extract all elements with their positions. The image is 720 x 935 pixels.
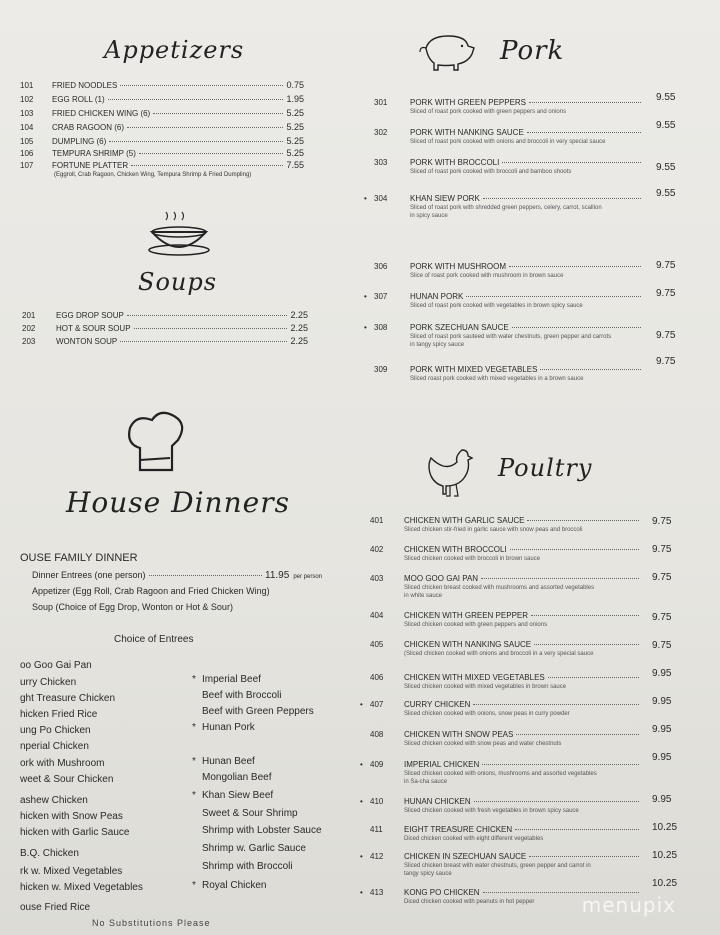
item-number: 407 (370, 700, 384, 709)
appetizer-row (20, 80, 304, 90)
appetizers-title: Appetizers (104, 36, 245, 64)
item-number: 404 (370, 611, 384, 620)
poultry-row (370, 611, 642, 620)
item-price: 5.25 (286, 108, 304, 118)
family-dinner-title: OUSE FAMILY DINNER (20, 552, 138, 564)
pork-row (374, 128, 644, 137)
entree-right-item: Shrimp w. Garlic Sauce (202, 843, 306, 854)
dot-leader (531, 615, 639, 616)
item-description: Sliced of roast pork cooked with broccoli and bamboo shoots (410, 169, 572, 175)
item-number: 412 (370, 852, 384, 861)
entree-right-item: Hunan Beef (202, 756, 255, 767)
item-description: (Sliced chicken cooked with onions and broccoli in a very special sauce (404, 651, 594, 657)
item-name: KHAN SIEW PORK (410, 194, 480, 203)
item-description: Sliced chicken breast cooked with mushrooms and assorted vegetables (404, 585, 595, 591)
item-price: 9.75 (652, 516, 672, 527)
entree-left-item: ght Treasure Chicken (20, 693, 116, 704)
item-description-line2: in Sa-cha sauce (404, 779, 448, 785)
poultry-row (370, 574, 642, 583)
poultry-row (370, 730, 642, 739)
item-price: 9.95 (652, 794, 672, 805)
spicy-marker: • (364, 292, 367, 301)
item-description-line2: in white sauce (404, 593, 443, 599)
item-price: 10.25 (652, 822, 678, 833)
item-number: 413 (370, 888, 384, 897)
appetizer-row (20, 94, 304, 104)
entree-right-item: Shrimp with Broccoli (202, 861, 293, 872)
dot-leader (529, 856, 639, 857)
item-price: 1.95 (286, 94, 304, 104)
item-price: 5.25 (286, 136, 304, 146)
soup-row (22, 310, 308, 320)
item-description: Sliced chicken cooked with snow peas and water chestnuts (404, 741, 562, 747)
entree-left-item: rk w. Mixed Vegetables (20, 866, 123, 877)
dot-leader (502, 162, 641, 163)
dot-leader (483, 198, 641, 199)
item-description: Sliced of roast pork cooked with green peppers and onions (410, 109, 567, 115)
item-number: 409 (370, 760, 384, 769)
item-name: PORK SZECHUAN SAUCE (410, 323, 509, 332)
soup-row (22, 336, 308, 346)
poultry-row (370, 797, 642, 806)
item-description: Sliced of roast pork sauteed with water chestnuts, green pepper and carrots (410, 334, 612, 340)
item-price: 9.75 (656, 356, 676, 367)
dot-leader (548, 677, 639, 678)
item-price: 9.75 (656, 330, 676, 341)
item-description: Slice of roast pork cooked with mushroom in brown sauce (410, 273, 564, 279)
item-number: 306 (374, 262, 388, 271)
dot-leader (134, 328, 288, 329)
item-price: 9.95 (652, 752, 672, 763)
dot-leader (474, 801, 639, 802)
dot-leader (473, 704, 639, 705)
appetizer-row (20, 160, 304, 170)
item-description-line2: tangy spicy sauce (404, 871, 452, 877)
item-name: CURRY CHICKEN (404, 700, 471, 709)
dot-leader (509, 266, 641, 267)
entree-left-item: B.Q. Chicken (20, 848, 79, 859)
soups-title: Soups (138, 268, 218, 296)
item-name: PORK WITH NANKING SAUCE (410, 128, 524, 137)
dot-leader (127, 315, 288, 316)
pork-row (374, 365, 644, 374)
entree-left-item: urry Chicken (20, 677, 77, 688)
item-name: CHICKEN WITH BROCCOLI (404, 545, 507, 554)
entree-right-item: Shrimp with Lobster Sauce (202, 825, 322, 836)
item-name: CHICKEN WITH MIXED VEGETABLES (404, 673, 545, 682)
spicy-marker: • (360, 888, 363, 897)
item-price: 10.25 (652, 878, 678, 889)
item-description: Sliced chicken cooked with green peppers and onions (404, 622, 548, 628)
dot-leader (139, 153, 284, 154)
pork-row (374, 292, 644, 301)
poultry-row (370, 700, 642, 709)
chicken-icon (426, 444, 476, 500)
entree-right-item: Imperial Beef (202, 674, 261, 685)
pork-title: Pork (500, 36, 565, 66)
dot-leader (131, 165, 283, 166)
item-price: 9.95 (652, 724, 672, 735)
appetizer-line: Appetizer (Egg Roll, Crab Ragoon and Fried Chicken Wing) (32, 586, 270, 596)
dot-leader (515, 829, 639, 830)
poultry-row (370, 852, 642, 861)
item-number: 202 (22, 324, 36, 333)
dot-leader (481, 578, 639, 579)
dot-leader (127, 127, 283, 128)
entree-star: * (192, 674, 196, 685)
item-number: 309 (374, 365, 388, 374)
item-description: Sliced of roast pork with shredded green peppers, celery, carrot, scallion (410, 205, 602, 211)
per-person-label: per person (293, 574, 322, 580)
entree-right-item: Hunan Pork (202, 722, 255, 733)
item-name: TEMPURA SHRIMP (5) (52, 149, 136, 158)
poultry-row (370, 516, 642, 525)
house-dinners-title: House Dinners (66, 486, 290, 519)
pork-row (374, 98, 644, 107)
soup-line: Soup (Choice of Egg Drop, Wonton or Hot & Sour) (32, 602, 233, 612)
dot-leader (153, 113, 283, 114)
item-number: 402 (370, 545, 384, 554)
dinner-entrees-label: Dinner Entrees (one person) (32, 570, 146, 580)
item-name: EGG ROLL (1) (52, 95, 105, 104)
item-name: CRAB RAGOON (6) (52, 123, 125, 132)
item-price: 9.95 (652, 696, 672, 707)
dot-leader (149, 575, 262, 576)
menupix-watermark: menupix (581, 893, 676, 917)
item-description-line2: in spicy sauce (410, 213, 448, 219)
appetizer-row (20, 122, 304, 132)
dot-leader (120, 85, 283, 86)
item-name: FRIED CHICKEN WING (6) (52, 109, 151, 118)
item-number: 106 (20, 149, 34, 158)
spicy-marker: • (360, 852, 363, 861)
dot-leader (512, 327, 641, 328)
dot-leader (540, 369, 641, 370)
item-name: CHICKEN WITH NANKING SAUCE (404, 640, 532, 649)
item-description: Sliced of roast pork cooked with vegetables in brown spicy sauce (410, 303, 583, 309)
entree-star: * (192, 880, 196, 891)
item-number: 101 (20, 81, 34, 90)
entree-right-item: Sweet & Sour Shrimp (202, 808, 298, 819)
poultry-title: Poultry (498, 454, 593, 482)
item-price: 7.55 (286, 160, 304, 170)
dot-leader (529, 102, 641, 103)
platter-note: (Eggroll, Crab Ragoon, Chicken Wing, Tempura Shrimp & Fried Dumpling) (54, 172, 252, 178)
item-name: IMPERIAL CHICKEN (404, 760, 480, 769)
dot-leader (510, 549, 639, 550)
item-name: DUMPLING (6) (52, 137, 107, 146)
pig-icon (418, 30, 476, 72)
appetizer-row (20, 136, 304, 146)
entree-star: * (192, 722, 196, 733)
spicy-marker: • (364, 194, 367, 203)
item-price: 2.25 (290, 336, 308, 346)
entree-left-item: ouse Fried Rice (20, 902, 91, 913)
item-number: 302 (374, 128, 388, 137)
item-name: PORK WITH MUSHROOM (410, 262, 506, 271)
item-name: MOO GOO GAI PAN (404, 574, 479, 583)
item-number: 103 (20, 109, 34, 118)
entree-left-item: ork with Mushroom (20, 758, 105, 769)
entree-left-item: ashew Chicken (20, 795, 88, 806)
entree-left-item: hicken with Garlic Sauce (20, 827, 130, 838)
item-number: 403 (370, 574, 384, 583)
poultry-row (370, 640, 642, 649)
item-price: 2.25 (290, 310, 308, 320)
item-name: CHICKEN WITH GREEN PEPPER (404, 611, 529, 620)
item-number: 303 (374, 158, 388, 167)
dinner-entrees-row (32, 570, 322, 581)
item-name: CHICKEN WITH SNOW PEAS (404, 730, 514, 739)
dot-leader (120, 341, 287, 342)
item-price: 9.75 (656, 260, 676, 271)
item-number: 410 (370, 797, 384, 806)
item-price: 9.75 (652, 572, 672, 583)
item-price: 9.95 (652, 668, 672, 679)
entree-left-item: hicken with Snow Peas (20, 811, 123, 822)
item-price: 2.25 (290, 323, 308, 333)
entree-left-item: weet & Sour Chicken (20, 774, 114, 785)
entree-left-item: hicken w. Mixed Vegetables (20, 882, 143, 893)
item-description: Sliced chicken cooked with fresh vegetables in brown spicy sauce (404, 808, 579, 814)
item-name: FRIED NOODLES (52, 81, 118, 90)
spicy-marker: • (360, 797, 363, 806)
poultry-row (370, 825, 642, 834)
dot-leader (482, 764, 639, 765)
item-description: Sliced chicken cooked with mixed vegetables in brown sauce (404, 684, 567, 690)
dot-leader (516, 734, 639, 735)
entree-star: * (192, 790, 196, 801)
item-price: 9.55 (656, 162, 676, 173)
item-name: HUNAN PORK (410, 292, 464, 301)
item-price: 9.55 (656, 188, 676, 199)
item-number: 401 (370, 516, 384, 525)
item-description: Sliced of roast pork cooked with onions and broccoli in very special sauce (410, 139, 606, 145)
item-number: 406 (370, 673, 384, 682)
item-description: Sliced chicken cooked with broccoli in brown sauce (404, 556, 541, 562)
item-name: PORK WITH MIXED VEGETABLES (410, 365, 538, 374)
item-name: EIGHT TREASURE CHICKEN (404, 825, 513, 834)
item-price: 9.55 (656, 120, 676, 131)
item-number: 304 (374, 194, 388, 203)
item-description: Sliced chicken breast with water chestnuts, green pepper and carrot in (404, 863, 591, 869)
dot-leader (527, 520, 639, 521)
entree-left-item: nperial Chicken (20, 741, 89, 752)
item-price: 0.75 (286, 80, 304, 90)
pork-row (374, 158, 644, 167)
no-substitutions-footer: No Substitutions Please (92, 918, 211, 928)
poultry-row (370, 760, 642, 769)
item-description: Sliced chicken cooked with onions, mushrooms and assorted vegetables (404, 771, 597, 777)
item-number: 405 (370, 640, 384, 649)
item-description: Sliced chicken stir-fried in garlic sauce with snow peas and broccoli (404, 527, 583, 533)
item-description-line2: in tangy spicy sauce (410, 342, 465, 348)
item-price: 9.75 (652, 544, 672, 555)
pork-row (374, 262, 644, 271)
item-number: 203 (22, 337, 36, 346)
spicy-marker: • (364, 323, 367, 332)
pork-row (374, 323, 644, 332)
item-description: Diced chicken cooked with eight different vegetables (404, 836, 544, 842)
dot-leader (109, 141, 283, 142)
item-price: 9.75 (652, 640, 672, 651)
soup-bowl-icon (146, 206, 212, 260)
item-price: 9.75 (656, 288, 676, 299)
entree-star: * (192, 756, 196, 767)
item-price: 5.25 (286, 122, 304, 132)
item-price: 9.55 (656, 92, 676, 103)
item-name: PORK WITH GREEN PEPPERS (410, 98, 527, 107)
dot-leader (466, 296, 641, 297)
item-number: 408 (370, 730, 384, 739)
item-name: KONG PO CHICKEN (404, 888, 480, 897)
poultry-row (370, 673, 642, 682)
item-number: 104 (20, 123, 34, 132)
dot-leader (527, 132, 641, 133)
dot-leader (108, 99, 284, 100)
poultry-row (370, 545, 642, 554)
pork-row (374, 194, 644, 203)
item-name: WONTON SOUP (56, 337, 118, 346)
item-number: 411 (370, 825, 383, 834)
item-number: 107 (20, 161, 34, 170)
entree-right-item: Beef with Broccoli (202, 690, 282, 701)
spicy-marker: • (360, 760, 363, 769)
item-name: CHICKEN WITH GARLIC SAUCE (404, 516, 525, 525)
item-number: 102 (20, 95, 34, 104)
item-number: 301 (374, 98, 388, 107)
item-number: 105 (20, 137, 34, 146)
item-description: Diced chicken cooked with peanuts in hot pepper (404, 899, 535, 905)
dinner-entrees-price: 11.95 (265, 570, 290, 581)
item-name: CHICKEN IN SZECHUAN SAUCE (404, 852, 527, 861)
entree-left-item: ung Po Chicken (20, 725, 91, 736)
soup-row (22, 323, 308, 333)
entree-right-item: Mongolian Beef (202, 772, 272, 783)
item-number: 201 (22, 311, 36, 320)
spicy-marker: • (360, 700, 363, 709)
dot-leader (534, 644, 639, 645)
item-number: 308 (374, 323, 388, 332)
appetizer-row (20, 108, 304, 118)
item-name: EGG DROP SOUP (56, 311, 124, 320)
item-description: Sliced chicken cooked with onions, snow peas in curry powder (404, 711, 570, 717)
appetizer-row (20, 148, 304, 158)
entree-right-item: Beef with Green Peppers (202, 706, 314, 717)
choice-of-entrees-title: Choice of Entrees (114, 634, 194, 645)
item-name: FORTUNE PLATTER (52, 161, 129, 170)
entree-right-item: Khan Siew Beef (202, 790, 274, 801)
chef-hat-icon (122, 410, 192, 482)
item-price: 10.25 (652, 850, 678, 861)
item-price: 9.75 (652, 612, 672, 623)
entree-right-item: Royal Chicken (202, 880, 267, 891)
item-name: HUNAN CHICKEN (404, 797, 471, 806)
entree-left-item: hicken Fried Rice (20, 709, 98, 720)
item-price: 5.25 (286, 148, 304, 158)
item-name: HOT & SOUR SOUP (56, 324, 131, 333)
item-name: PORK WITH BROCCOLI (410, 158, 500, 167)
entree-left-item: oo Goo Gai Pan (20, 660, 92, 671)
item-description: Sliced roast pork cooked with mixed vegetables in a brown sauce (410, 376, 584, 382)
item-number: 307 (374, 292, 388, 301)
